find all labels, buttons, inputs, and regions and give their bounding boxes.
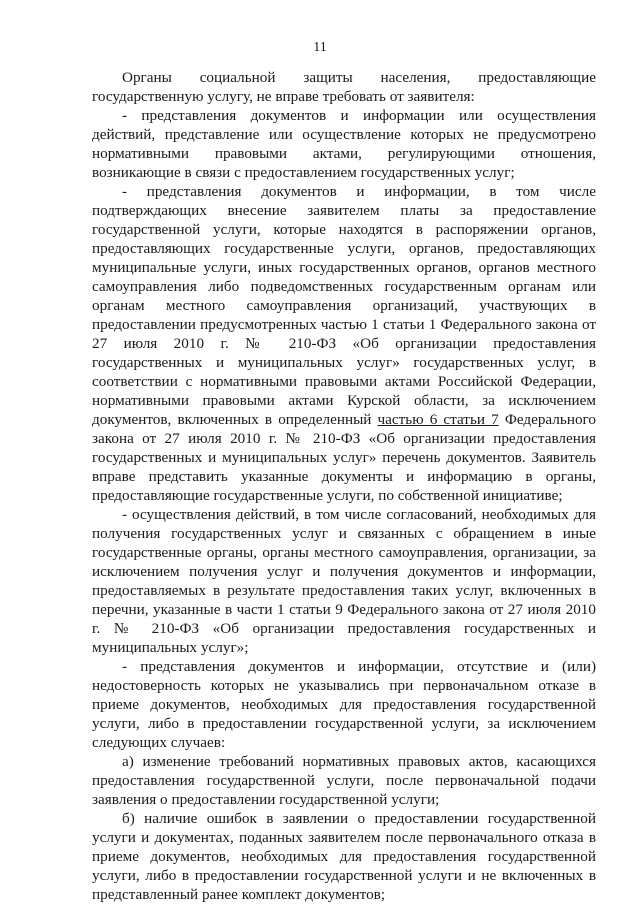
paragraph-text-part: Федерального закона от 27 июля 2010 г. № 210-ФЗ «Об организации предоставления государственных и муниципальных услуг» перечень документов. Заявитель вправе представить указанные документы и информацию в органы, предоставляющие государственные услуги, по собственной инициативе;: [92, 411, 596, 504]
paragraph-text-part: - представления документов и информации, в том числе подтверждающих внесение заявителем платы за предоставление государственной услуги, которые находятся в распоряжении органов, предоставляющих государственные услуги, органов, предоставляющих муниципальные услуги, иных государственных органов, органов местного самоуправления либо подведомственных государственным органам или органам местного самоуправления организаций, участвующих в предоставлении предусмотренных частью 1 статьи 1 Федерального закона от 27 июля 2010 г. № 210-ФЗ «Об организации предоставления государственных и муниципальных услуг» государственных услуг, в соответствии с нормативными правовыми актами Российской Федерации, нормативными правовыми актами Курской области, за исключением документов, включенных в определенный: [92, 183, 596, 428]
paragraph-item-missing-documents: - представления документов и информации, отсутствие и (или) недостоверность которых не указывались при первоначальном отказе в приеме документов, необходимых для предоставления государственной услуги, либо в предоставлении государственной услуги, за исключением следующих случаев:: [92, 658, 596, 751]
page-number: 11: [313, 40, 327, 55]
paragraph-case-a: а) изменение требований нормативных правовых актов, касающихся предоставления государственной услуги, после первоначальной подачи заявления о предоставлении государственной услуги;: [92, 753, 596, 808]
paragraph-intro: Органы социальной защиты населения, предоставляющие государственную услугу, не вправе требовать от заявителя:: [92, 69, 596, 105]
paragraph-item-documents-actions: - представления документов и информации или осуществления действий, представление или осуществление которых не предусмотрено нормативными правовыми актами, регулирующими отношения, возникающие в связи с предоставлением государственных услуг;: [92, 107, 596, 181]
document-body: [92, 68, 596, 904]
paragraph-case-b: б) наличие ошибок в заявлении о предоставлении государственной услуги и документах, поданных заявителем после первоначального отказа в приеме документов, необходимых для предоставления государственной услуги, либо в предоставлении государственной услуги и не включенных в представленный ранее комплект документов;: [92, 810, 596, 903]
paragraph-item-documents-in-possession: [92, 182, 596, 505]
paragraph-item-approvals: - осуществления действий, в том числе согласований, необходимых для получения государственных услуг и связанных с обращением в иные государственные органы, органы местного самоуправления, организации, за исключением получения услуг и получения документов и информации, предоставляемых в результате предоставления таких услуг, включенных в перечни, указанные в части 1 статьи 9 Федерального закона от 27 июля 2010 г. № 210-ФЗ «Об организации предоставления государственных и муниципальных услуг»;: [92, 506, 596, 656]
law-reference-link[interactable]: частью 6 статьи 7: [377, 411, 499, 428]
